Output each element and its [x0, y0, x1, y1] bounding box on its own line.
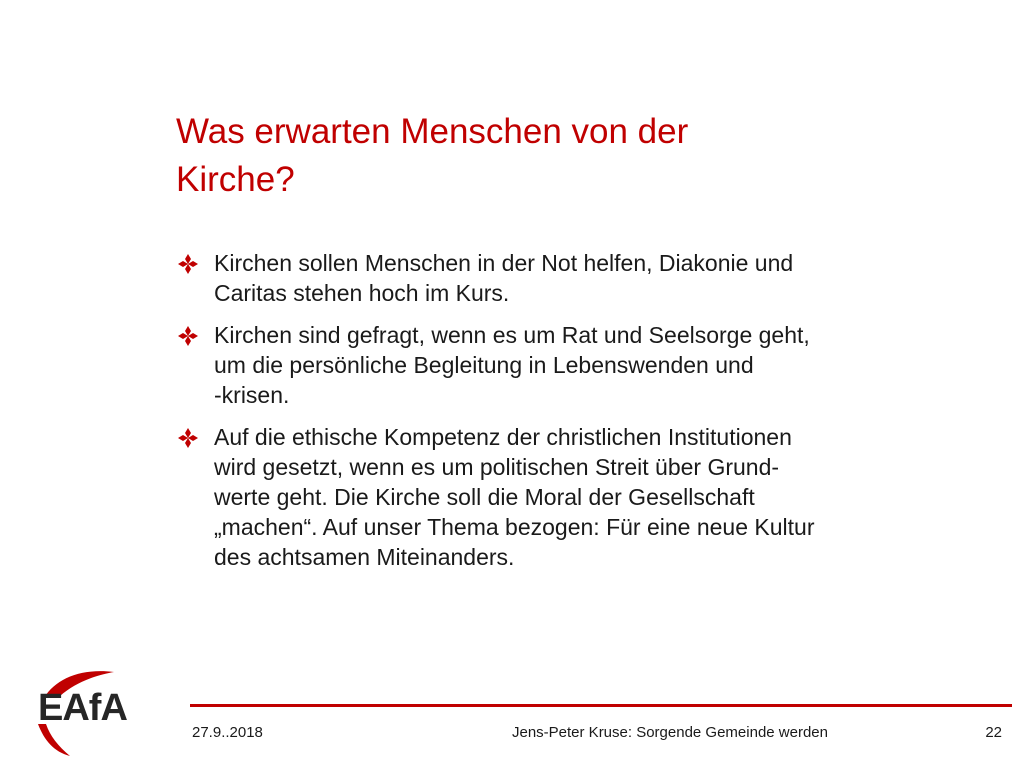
diamond-bullet-icon — [178, 428, 198, 448]
bullet-item — [176, 248, 916, 308]
footer-divider — [190, 704, 1012, 707]
bullet-list — [176, 248, 916, 584]
footer-date: 27.9..2018 — [192, 724, 263, 741]
footer-author: Jens-Peter Kruse: Sorgende Gemeinde werden — [511, 724, 828, 741]
diamond-bullet-icon — [178, 254, 198, 274]
bullet-item — [176, 320, 916, 410]
bullet-text: Auf die ethische Kompetenz der christlichen Institutionen wird gesetzt, wenn es um politischen Streit über Grund- werte geht. Die Kirche soll die Moral der Gesellschaft „machen“. Auf unser Thema bezogen: Für eine neue Kultur des achtsamen Miteinanders. — [214, 424, 815, 570]
bullet-text: Kirchen sollen Menschen in der Not helfen, Diakonie und Caritas stehen hoch im Kurs. — [214, 250, 794, 306]
bullet-item — [176, 422, 916, 572]
slide-title: Was erwarten Menschen von der Kirche? — [176, 112, 689, 199]
logo-text: EAfA — [38, 687, 127, 729]
bullet-text: Kirchen sind gefragt, wenn es um Rat und Seelsorge geht, um die persönliche Begleitung in Lebenswenden und -krisen. — [214, 322, 810, 408]
diamond-bullet-icon — [178, 326, 198, 346]
page-number: 22 — [985, 724, 1002, 741]
